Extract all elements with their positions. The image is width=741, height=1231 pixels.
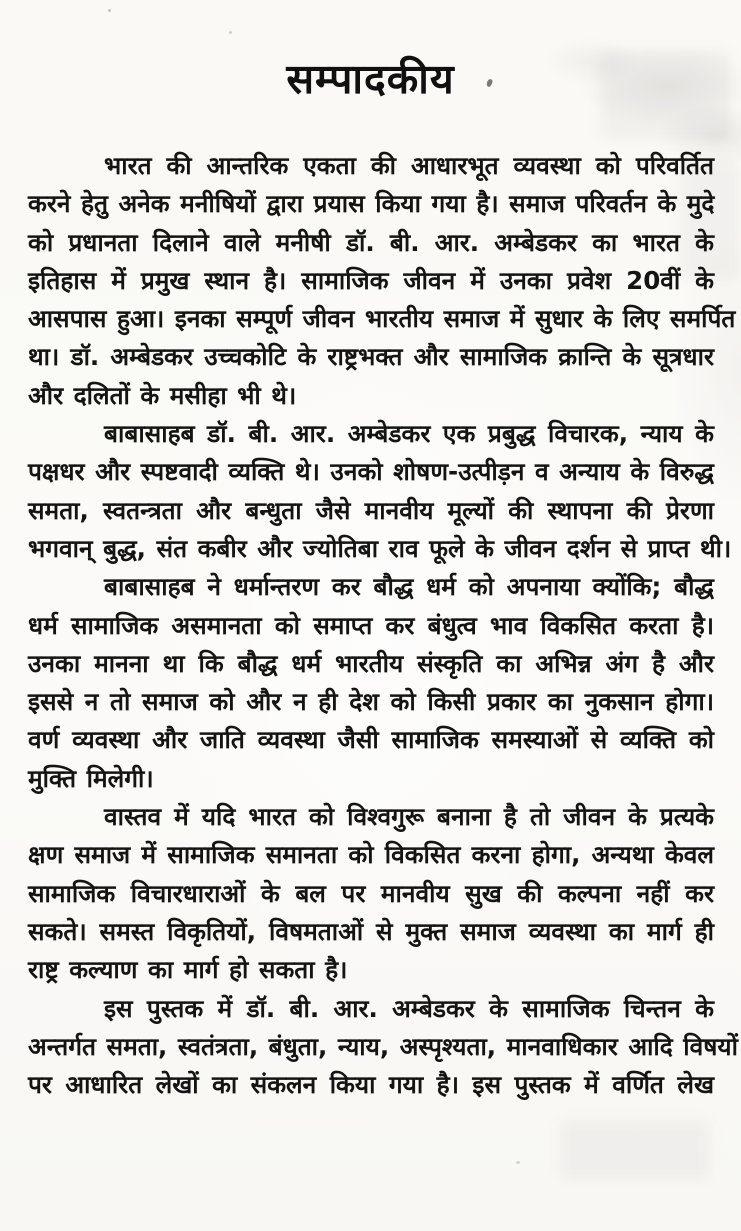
text-line: और दलितों के मसीहा भी थे। bbox=[28, 380, 297, 410]
text-line: आसपास हुआ। इनका सम्पूर्ण जीवन भारतीय समाज में सुधार के लिए समर्पित bbox=[28, 304, 736, 334]
text-line: धर्म सामाजिक असमानता को समाप्त कर बंधुत्व भाव विकसित करता है। bbox=[28, 610, 714, 640]
text-line: बाबासाहब डॉ. बी. आर. अम्बेडकर एक प्रबुद्ध विचारक, न्याय के bbox=[104, 419, 714, 449]
text-line: सकते। समस्त विकृतियों, विषमताओं से मुक्त समाज व्यवस्था का मार्ग ही bbox=[28, 916, 714, 946]
page-body bbox=[28, 147, 738, 1104]
text-line: इससे न तो समाज को और न ही देश को किसी प्रकार का नुकसान होगा। bbox=[28, 687, 714, 717]
paragraph bbox=[28, 568, 714, 798]
text-line: पर आधारित लेखों का संकलन किया गया है। इस पुस्तक में वर्णित लेख bbox=[28, 1070, 714, 1100]
ink-speck bbox=[229, 31, 232, 34]
paragraph bbox=[28, 990, 738, 1105]
text-line: करने हेतु अनेक मनीषियों द्वारा प्रयास किया गया है। समाज परिवर्तन के मुदे bbox=[28, 189, 715, 219]
page-title: सम्पादकीय bbox=[286, 55, 455, 103]
text-line: इतिहास में प्रमुख स्थान है। सामाजिक जीवन में उनका प्रवेश 20वीं के bbox=[28, 265, 714, 295]
text-line: अन्तर्गत समता, स्वतंत्रता, बंधुता, न्याय, अस्पृश्यता, मानवाधिकार आदि विषयों bbox=[28, 1031, 738, 1061]
text-line: वर्ण व्यवस्था और जाति व्यवस्था जैसी सामाजिक समस्याओं से व्यक्ति को bbox=[28, 725, 714, 755]
text-line: समता, स्वतन्त्रता और बन्धुता जैसे मानवीय मूल्यों की स्थापना की प्रेरणा bbox=[28, 495, 714, 525]
text-line: को प्रधानता दिलाने वाले मनीषी डॉ. बी. आर. अम्बेडकर का भारत के bbox=[28, 227, 714, 257]
text-line: राष्ट्र कल्याण का मार्ग हो सकता है। bbox=[28, 955, 348, 985]
ink-speck bbox=[108, 9, 111, 12]
paragraph bbox=[28, 798, 714, 989]
text-line: क्षण समाज में सामाजिक समानता को विकसित करना होगा, अन्यथा केवल bbox=[28, 840, 714, 870]
scan-smudge bbox=[600, 50, 730, 140]
text-line: वास्तव में यदि भारत को विश्वगुरू बनाना है तो जीवन के प्रत्यके bbox=[104, 802, 714, 832]
text-line: उनका मानना था कि बौद्ध धर्म भारतीय संस्कृति का अभिन्न अंग है और bbox=[28, 648, 714, 678]
text-line: भारत की आन्तरिक एकता की आधारभूत व्यवस्था को परिवर्तित bbox=[104, 151, 714, 180]
text-line: सामाजिक विचारधाराओं के बल पर मानवीय सुख की कल्पना नहीं कर bbox=[28, 878, 714, 908]
ink-speck bbox=[516, 1161, 520, 1164]
text-line: भगवान् बुद्ध, संत कबीर और ज्योतिबा राव फूले के जीवन दर्शन से प्राप्त थी। bbox=[28, 533, 732, 563]
text-line: पक्षधर और स्पष्टवादी व्यक्ति थे। उनको शोषण-उत्पीड़न व अन्याय के विरुद्ध bbox=[28, 457, 714, 487]
text-line: मुक्ति मिलेगी। bbox=[28, 763, 154, 793]
text-line: था। डॉ. अम्बेडकर उच्चकोटि के राष्ट्रभक्त और सामाजिक क्रान्ति के सूत्रधार bbox=[28, 342, 714, 372]
text-line: इस पुस्तक में डॉ. बी. आर. अम्बेडकर के सामाजिक चिन्तन के bbox=[104, 993, 714, 1023]
text-line: बाबासाहब ने धर्मान्तरण कर बौद्ध धर्म को अपनाया क्योंकि; बौद्ध bbox=[104, 572, 714, 602]
paragraph bbox=[28, 147, 736, 415]
scan-smudge bbox=[560, 1120, 710, 1180]
paragraph bbox=[28, 415, 732, 568]
